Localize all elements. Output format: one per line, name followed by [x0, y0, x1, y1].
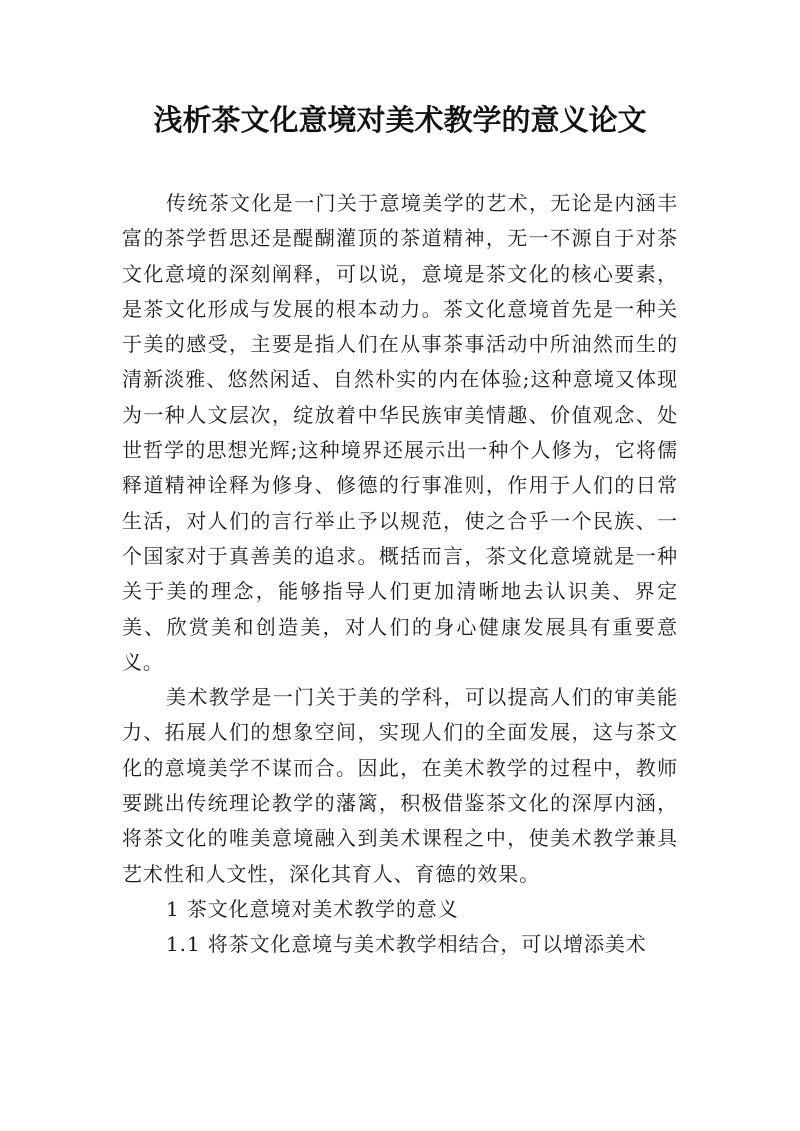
document-body	[122, 186, 678, 963]
paragraph-1: 传统茶文化是一门关于意境美学的艺术，无论是内涵丰富的茶学哲思还是醍醐灌顶的茶道精神，无一不源自于对茶文化意境的深刻阐释，可以说，意境是茶文化的核心要素，是茶文化形成与发展的根本动力。茶文化意境首先是一种关于美的感受，主要是指人们在从事茶事活动中所油然而生的清新淡雅、悠然闲适、自然朴实的内在体验;这种意境又体现为一种人文层次，绽放着中华民族审美情趣、价值观念、处世哲学的思想光辉;这种境界还展示出一种个人修为，它将儒释道精神诠释为修身、修德的行事准则，作用于人们的日常生活，对人们的言行举止予以规范，使之合乎一个民族、一个国家对于真善美的追求。概括而言，茶文化意境就是一种关于美的理念，能够指导人们更加清晰地去认识美、界定美、欣赏美和创造美，对人们的身心健康发展具有重要意义。	[122, 191, 678, 674]
section-heading: 1 茶文化意境对美术教学的意义	[166, 896, 459, 921]
paragraph-2: 美术教学是一门关于美的学科，可以提高人们的审美能力、拓展人们的想象空间，实现人们的全面发展，这与茶文化的意境美学不谋而合。因此，在美术教学的过程中，教师要跳出传统理论教学的藩篱，积极借鉴茶文化的深厚内涵，将茶文化的唯美意境融入到美术课程之中，使美术教学兼具艺术性和人文性，深化其育人、育德的效果。	[122, 685, 678, 886]
subsection-heading: 1.1 将茶文化意境与美术教学相结合，可以增添美术	[166, 932, 647, 957]
document-title: 浅析茶文化意境对美术教学的意义论文	[153, 103, 647, 137]
